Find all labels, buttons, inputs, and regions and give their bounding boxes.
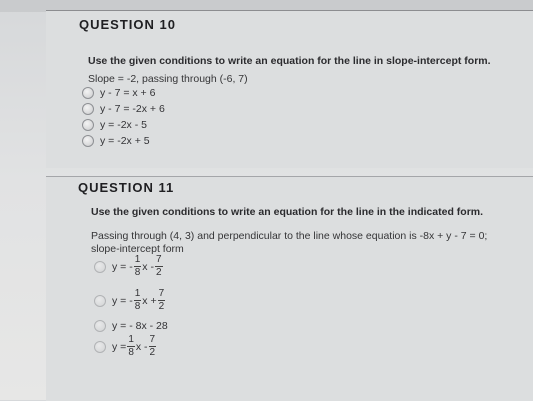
question-11-title: QUESTION 11 <box>78 180 175 195</box>
numerator: 7 <box>158 288 165 299</box>
q11-option-3[interactable] <box>94 320 168 332</box>
numerator: 7 <box>149 334 156 345</box>
radio-button[interactable] <box>94 261 106 273</box>
q10-option-4[interactable] <box>82 135 150 147</box>
equation-lhs: y = <box>112 340 127 353</box>
denominator: 2 <box>149 347 156 358</box>
radio-button[interactable] <box>94 320 106 332</box>
option-label: y - 7 = x + 6 <box>100 87 156 99</box>
radio-button[interactable] <box>94 295 106 307</box>
radio-button[interactable] <box>82 135 94 147</box>
question-10-prompt: Slope = -2, passing through (-6, 7) <box>88 73 248 85</box>
question-11-prompt-line-1: Passing through (4, 3) and perpendicular to the line whose equation is -8x + y - 7 = 0; <box>91 230 488 242</box>
radio-button[interactable] <box>82 119 94 131</box>
option-label: y = - 8x - 28 <box>112 320 168 332</box>
numerator: 1 <box>134 288 141 299</box>
q11-option-2[interactable] <box>94 289 166 312</box>
equation-lhs: y = - <box>112 294 133 307</box>
equation-lhs: y = - <box>112 260 133 273</box>
option-equation <box>112 255 164 278</box>
option-label: y = -2x - 5 <box>100 119 147 131</box>
denominator: 8 <box>128 347 134 358</box>
numerator: 1 <box>128 334 134 345</box>
fraction <box>158 289 166 312</box>
q11-option-1[interactable] <box>94 255 164 278</box>
fraction <box>134 289 142 312</box>
denominator: 2 <box>158 301 165 312</box>
option-label: y - 7 = -2x + 6 <box>100 103 165 115</box>
question-10-instruction: Use the given conditions to write an equation for the line in slope-intercept form. <box>88 55 491 67</box>
numerator: 7 <box>155 254 162 265</box>
q10-option-2[interactable] <box>82 103 165 115</box>
q11-option-4[interactable] <box>94 335 157 358</box>
numerator: 1 <box>134 254 141 265</box>
denominator: 2 <box>155 267 162 278</box>
option-equation <box>112 289 166 312</box>
denominator: 8 <box>134 267 141 278</box>
option-label: y = -2x + 5 <box>100 135 150 147</box>
equation-middle: x - <box>135 340 148 353</box>
fraction <box>134 255 142 278</box>
question-11-prompt-line-2: slope-intercept form <box>91 243 184 255</box>
equation-middle: x + <box>142 294 157 307</box>
fraction <box>127 335 135 358</box>
question-10-panel <box>46 10 533 168</box>
question-11-instruction: Use the given conditions to write an equation for the line in the indicated form. <box>91 206 484 218</box>
radio-button[interactable] <box>82 87 94 99</box>
radio-button[interactable] <box>82 103 94 115</box>
question-10-title: QUESTION 10 <box>79 17 176 32</box>
denominator: 8 <box>134 301 141 312</box>
q10-option-1[interactable] <box>82 87 155 99</box>
radio-button[interactable] <box>94 341 106 353</box>
question-11-panel <box>46 176 533 401</box>
equation-middle: x - <box>142 260 154 273</box>
q10-option-3[interactable] <box>82 119 147 131</box>
fraction <box>155 255 163 278</box>
option-equation <box>112 335 157 358</box>
fraction <box>149 335 157 358</box>
